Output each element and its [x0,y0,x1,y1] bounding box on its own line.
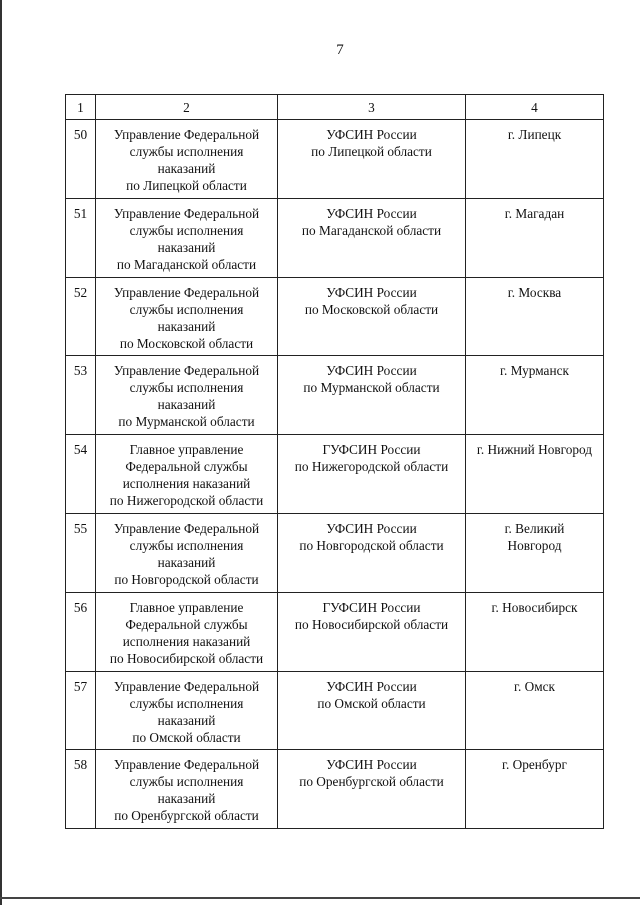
city-name-line: г. Омск [514,678,555,694]
authority-name-line: по Нижегородской области [109,493,264,509]
scan-edge-bottom [0,897,640,905]
city-name-line: Новгород [507,537,562,553]
column-header: 1 [66,95,96,120]
authority-name-line: службы исполнения [129,695,244,711]
authority-short-name-line: УФСИН России [326,363,417,379]
registry-table [65,94,604,829]
authority-short-name-line: по Нижегородской области [294,459,449,475]
authority-name-line: Управление Федеральной [113,284,260,300]
authority-name-line: по Магаданской области [116,256,257,272]
column-header: 4 [466,95,604,120]
authority-name-line: по Московской области [119,335,254,351]
authority-name-line: службы исполнения [129,144,244,159]
page-number: 7 [336,42,344,58]
authority-name-cell [96,435,278,514]
authority-name-line: наказаний [157,712,216,728]
authority-short-name-line: УФСИН России [326,284,417,300]
table-row [66,592,604,671]
table-row [66,513,604,592]
authority-name-cell [96,750,278,829]
authority-name-line: по Оренбургской области [114,808,259,824]
authority-short-name-cell [278,592,466,671]
authority-short-name-line: по Магаданской области [301,222,442,238]
row-number: 54 [66,435,96,514]
table-row [66,198,604,277]
authority-short-name-line: по Московской области [304,301,439,317]
table-row [66,277,604,356]
authority-short-name-line: по Оренбургской области [299,774,444,790]
authority-name-line: наказаний [157,239,216,255]
authority-short-name-line: УФСИН России [326,520,417,536]
authority-name-line: службы исполнения [129,222,244,238]
authority-name-line: Федеральной службы [125,459,248,475]
table-row [66,671,604,750]
authority-short-name-cell [278,356,466,435]
authority-name-line: по Омской области [132,729,241,745]
authority-name-line: по Новгородской области [114,571,259,587]
authority-name-line: Федеральной службы [125,616,248,632]
table-body [66,120,604,829]
column-header: 3 [278,95,466,120]
authority-name-line: наказаний [157,554,216,570]
city-name-cell [466,277,604,356]
authority-name-line: Главное управление [129,599,244,615]
city-name-line: г. Оренбург [502,757,567,773]
authority-short-name-line: по Мурманской области [303,380,440,396]
city-name-cell [466,198,604,277]
city-name-line: г. Москва [507,284,562,300]
authority-short-name-line: по Омской области [317,695,426,711]
authority-short-name-cell [278,750,466,829]
city-name-cell [466,120,604,199]
column-header: 2 [96,95,278,120]
authority-name-line: исполнения наказаний [122,476,251,492]
authority-name-line: Управление Федеральной [113,520,260,536]
city-name-line: г. Новосибирск [491,599,578,615]
row-number: 58 [66,750,96,829]
authority-short-name-line: УФСИН России [326,757,417,773]
authority-short-name-line: по Новгородской области [299,537,444,553]
scan-edge-left [0,0,8,905]
authority-name-cell [96,356,278,435]
authority-name-line: Управление Федеральной [113,757,260,773]
table-row [66,435,604,514]
authority-name-line: наказаний [157,791,216,807]
authority-name-line: по Новосибирской области [109,650,264,666]
authority-name-line: службы исполнения [129,301,244,317]
city-name-cell [466,750,604,829]
city-name-cell [466,435,604,514]
authority-name-line: по Липецкой области [126,178,247,193]
authority-short-name-line: по Липецкой области [311,144,432,159]
authority-short-name-line: ГУФСИН России [322,442,421,458]
authority-name-line: Управление Федеральной [113,205,260,221]
authority-name-line: Главное управление [129,442,244,458]
row-number: 51 [66,198,96,277]
row-number: 50 [66,120,96,199]
authority-short-name-line: УФСИН России [326,205,417,221]
authority-name-line: наказаний [157,318,216,334]
authority-name-line: службы исполнения [129,774,244,790]
authority-name-cell [96,513,278,592]
authority-name-line: наказаний [157,161,216,176]
row-number: 56 [66,592,96,671]
authority-short-name-line: по Новосибирской области [294,616,449,632]
city-name-line: г. Великий [504,520,565,536]
city-name-cell [466,356,604,435]
authority-short-name-cell [278,198,466,277]
row-number: 57 [66,671,96,750]
authority-name-line: Управление Федеральной [113,127,260,142]
city-name-line: г. Магадан [504,205,565,221]
city-name-cell [466,671,604,750]
authority-name-line: службы исполнения [129,380,244,396]
row-number: 53 [66,356,96,435]
authority-short-name-line: УФСИН России [326,127,417,142]
authority-short-name-cell [278,120,466,199]
authority-name-line: по Мурманской области [118,414,255,430]
city-name-line: г. Липецк [507,127,562,142]
authority-short-name-cell [278,513,466,592]
city-name-line: г. Нижний Новгород [476,442,593,458]
row-number: 52 [66,277,96,356]
authority-name-line: наказаний [157,397,216,413]
authority-name-cell [96,592,278,671]
authority-name-cell [96,198,278,277]
authority-name-line: исполнения наказаний [122,633,251,649]
authority-name-line: Управление Федеральной [113,678,260,694]
authority-short-name-line: ГУФСИН России [322,599,421,615]
city-name-line: г. Мурманск [500,363,569,379]
authority-name-cell [96,120,278,199]
authority-name-line: службы исполнения [129,537,244,553]
authority-name-cell [96,671,278,750]
row-number: 55 [66,513,96,592]
table-row [66,750,604,829]
authority-short-name-cell [278,671,466,750]
city-name-cell [466,513,604,592]
authority-short-name-cell [278,277,466,356]
authority-name-cell [96,277,278,356]
authority-short-name-line: УФСИН России [326,678,417,694]
table-row [66,356,604,435]
authority-name-line: Управление Федеральной [113,363,260,379]
header-row [66,95,604,120]
authority-short-name-cell [278,435,466,514]
table-row [66,120,604,199]
city-name-cell [466,592,604,671]
